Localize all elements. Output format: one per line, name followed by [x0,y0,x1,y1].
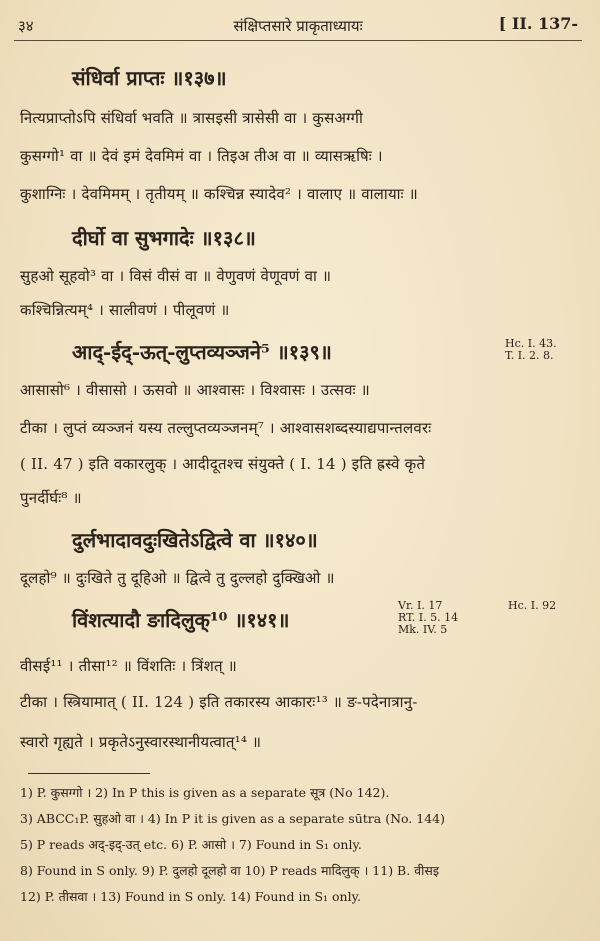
footnote-line: 5) P reads अद्-इद्-उत् etc. 6) P. आसो । 7) Found in S₁ only. [20,837,362,852]
running-title: संक्षिप्तसारे प्राकृताध्यायः [233,17,363,35]
footnote-line: 8) Found in S only. 9) P. दुलहो दूलहो वा 10) P reads मादिलुक् । 11) B. वीसइ [20,863,439,878]
text-line: आसासो⁶ । वीसासो । ऊसवो ॥ आश्वासः । विश्वासः । उत्सवः ॥ [20,381,370,399]
text-line: दूलहो⁹ ॥ दुःखिते तु दूहिओ ॥ द्वित्वे तु दुल्लहो दुक्खिओ ॥ [20,569,335,587]
parallel-references: Hc. I. 92 [508,599,557,612]
text-line: नित्यप्राप्तोऽपि संधिर्वा भवति ॥ त्रासइसी त्रासेसी वा । कुसअग्गी [20,109,364,127]
footnote-line: 3) ABCC₁P. सुहओ वा । 4) In P it is given as a separate sūtra (No. 144) [20,811,445,826]
text-line: सुहओ सूहवो³ वा । विसं वीसं वा ॥ वेणुवणं वेणूवणं वा ॥ [20,267,332,285]
text-line: कुसग्गो¹ वा ॥ देवं इमं देवमिमं वा । तिइअ तीअ वा ॥ व्यासऋषिः । [20,147,383,165]
header-rule [14,40,582,41]
footnote-rule [28,773,150,774]
text-line: स्वारो गृह्यते । प्रकृतेऽनुस्वारस्थानीयत्वात्¹⁴ ॥ [20,733,262,751]
footnote-line: 12) P. तीसवा । 13) Found in S only. 14) Found in S₁ only. [20,889,361,904]
page-header [18,14,578,40]
page-number: ३४ [18,17,34,35]
sutra-heading: दुर्लभादावदुःखितेऽद्वित्वे वा ॥१४०॥ [72,528,318,552]
parallel-references: Hc. I. 43. T. I. 2. 8. [505,337,557,362]
text-line: ( II. 47 ) इति वकारलुक् । आदीदूतश्च संयुक्ते ( I. 14 ) इति ह्रस्वे कृते [20,455,426,473]
section-reference: [ II. 137- [498,14,578,33]
text-line: कश्चिन्नित्यम्⁴ । सालीवणं । पीलूवणं ॥ [20,301,230,319]
parallel-references: Vr. I. 17 RT. I. 5. 14 Mk. IV. 5 [398,599,459,636]
sutra-heading: दीर्घो वा सुभगादेः ॥१३८॥ [72,226,256,250]
text-line: टीका । लुप्तं व्यञ्जनं यस्य तल्लुप्तव्यञ्जनम्⁷ । आश्वासशब्दस्याद्यपान्तलवरः [20,419,432,437]
text-line: पुनर्दीर्घः⁸ ॥ [20,489,82,507]
sutra-heading: आद्-ईद्-ऊत्-लुप्तव्यञ्जने⁵ ॥१३९॥ [72,340,332,364]
text-line: वीसई¹¹ । तीसा¹² ॥ विंशतिः । त्रिंशत् ॥ [20,657,237,675]
footnote-line: 1) P. कुसग्गो । 2) In P this is given as a separate सूत्र (No 142). [20,785,390,800]
sutra-heading: संधिर्वा प्राप्तः ॥१३७॥ [72,66,227,90]
text-line: टीका । स्त्रियामात् ( II. 124 ) इति तकारस्य आकारः¹³ ॥ ङ-पदेनात्रानु- [20,693,418,711]
sutra-heading: विंशत्यादौ ङादिलुक्¹⁰ ॥१४१॥ [72,608,290,632]
text-line: कुशाग्निः । देवमिमम् । तृतीयम् ॥ कश्चिन्न स्यादेव² । वालाए ॥ वालायाः ॥ [20,185,418,203]
